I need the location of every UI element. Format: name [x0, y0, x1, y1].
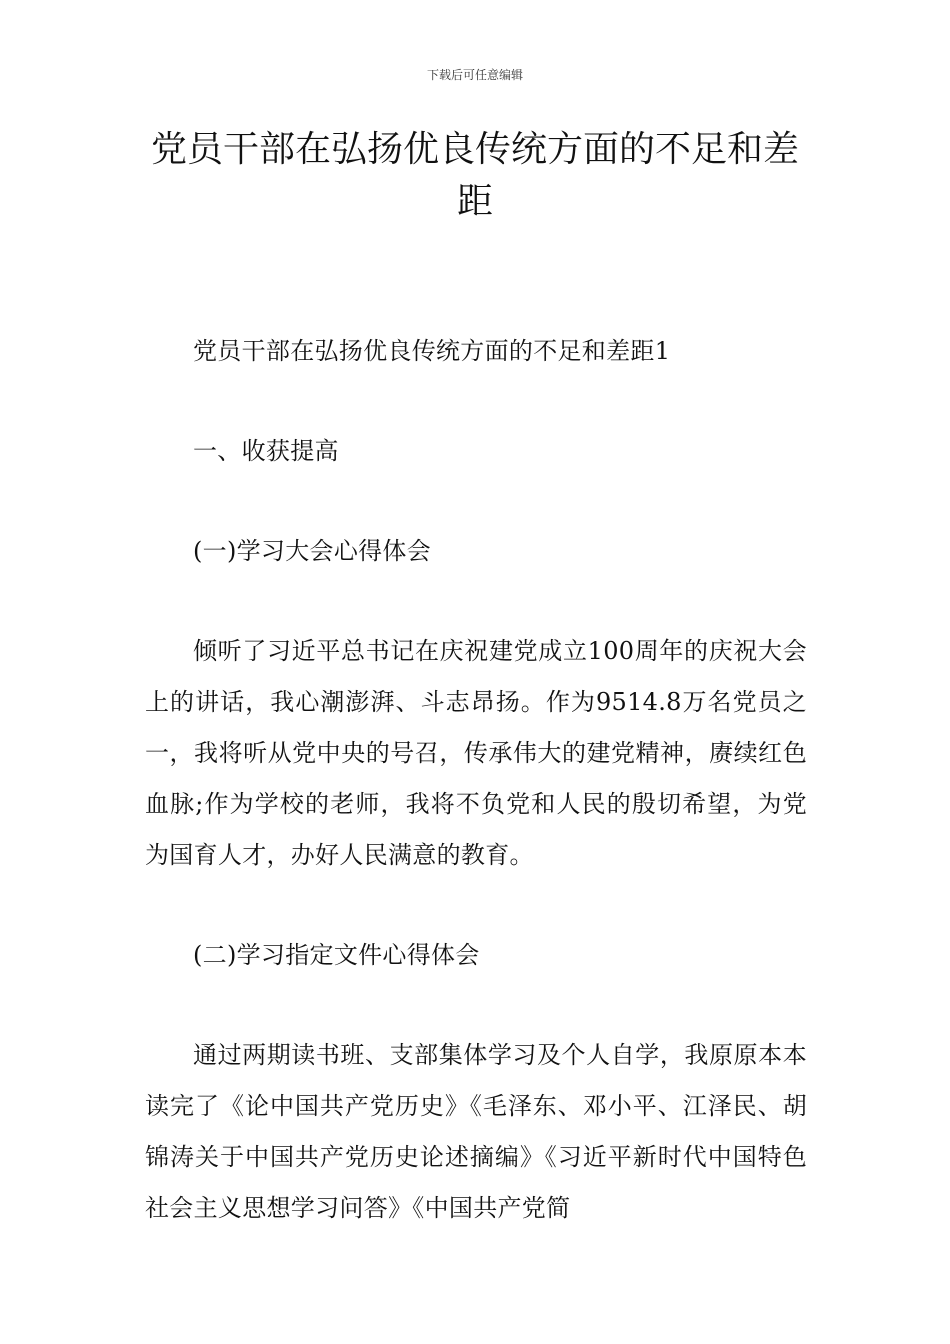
- section-heading: 一、收获提高: [193, 437, 339, 465]
- subsection-heading: (一)学习大会心得体会: [193, 537, 432, 565]
- document-body: [145, 326, 807, 1234]
- paragraph-heading: 党员干部在弘扬优良传统方面的不足和差距1: [193, 337, 671, 365]
- document-title: 党员干部在弘扬优良传统方面的不足和差距: [150, 129, 799, 222]
- subsection-heading: (二)学习指定文件心得体会: [193, 941, 480, 969]
- header-note: 下载后可任意编辑: [426, 68, 523, 82]
- body-paragraph: 通过两期读书班、支部集体学习及个人自学，我原原本本读完了《论中国共产党历史》《毛泽东、邓小平、江泽民、胡锦涛关于中国共产党历史论述摘编》《习近平新时代中国特色社会主义思想学习问答》《中国共产党简: [145, 1041, 807, 1222]
- body-paragraph: 倾听了习近平总书记在庆祝建党成立100周年的庆祝大会上的讲话，我心潮澎湃、斗志昂扬。作为9514.8万名党员之一，我将听从党中央的号召，传承伟大的建党精神，赓续红色血脉;作为学校的老师，我将不负党和人民的殷切希望，为党为国育人才，办好人民满意的教育。: [145, 637, 807, 869]
